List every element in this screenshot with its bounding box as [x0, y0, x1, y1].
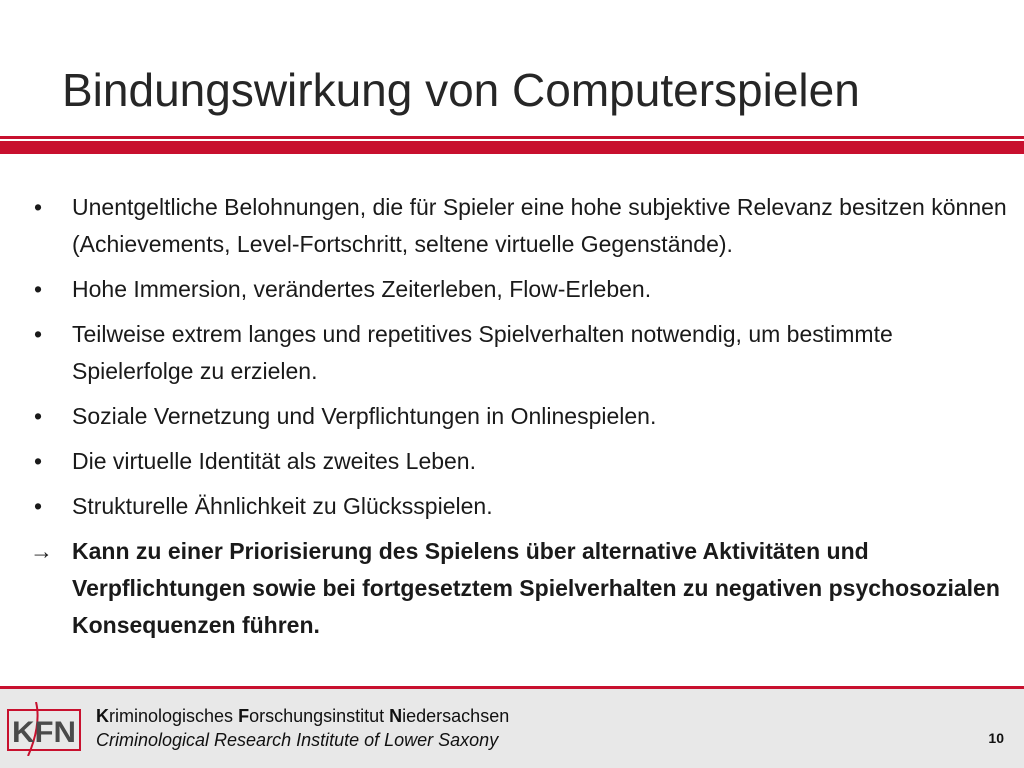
bullet-text: Unentgeltliche Belohnungen, die für Spieler eine hohe subjektive Relevanz besitzen können (Achievements, Level-Fortschritt, seltene virtuelle Gegenstände).: [72, 194, 1007, 257]
bullet-text: Hohe Immersion, verändertes Zeiterleben, Flow-Erleben.: [72, 276, 652, 302]
bullet-icon: •: [34, 493, 43, 519]
bullet-item: [30, 316, 1020, 390]
bullet-icon: •: [34, 194, 43, 220]
bullet-icon: •: [34, 321, 43, 347]
bullet-item: [30, 271, 1020, 308]
bullet-item: [30, 443, 1020, 480]
footer: [0, 686, 1024, 768]
slide-title: Bindungswirkung von Computerspielen: [62, 64, 860, 116]
conclusion: [30, 533, 1020, 644]
bullet-text: Soziale Vernetzung und Verpflichtungen in Onlinespielen.: [72, 403, 657, 429]
conclusion-text: Kann zu einer Priorisierung des Spielens über alternative Aktivitäten und Verpflichtungen sowie bei fortgesetztem Spielverhalten zu negativen psychosozialen Konsequenzen führen.: [72, 538, 1000, 638]
logo-text: KFN: [12, 716, 76, 749]
kfn-logo: [6, 702, 84, 756]
page-number: 10: [988, 730, 1004, 746]
bullet-item: [30, 488, 1020, 525]
slide-content: [30, 189, 1020, 644]
institute-name-de: Kriminologisches Forschungsinstitut Niedersachsen: [96, 706, 510, 726]
institute-name: [96, 704, 509, 752]
bullet-icon: •: [34, 448, 43, 474]
bullet-text: Teilweise extrem langes und repetitives Spielverhalten notwendig, um bestimmte Spielerfolge zu erzielen.: [72, 321, 893, 384]
arrow-right-icon: →: [30, 538, 53, 564]
footer-divider: [0, 686, 1024, 689]
title-divider-thin: [0, 136, 1024, 139]
bullet-text: Strukturelle Ähnlichkeit zu Glücksspielen.: [72, 493, 493, 519]
bullet-item: [30, 398, 1020, 435]
bullet-text: Die virtuelle Identität als zweites Leben.: [72, 448, 476, 474]
bullet-item: [30, 189, 1020, 263]
institute-name-en: Criminological Research Institute of Lower Saxony: [96, 730, 499, 750]
bullet-icon: •: [34, 276, 43, 302]
title-divider-thick: [0, 141, 1024, 154]
bullet-icon: •: [34, 403, 43, 429]
